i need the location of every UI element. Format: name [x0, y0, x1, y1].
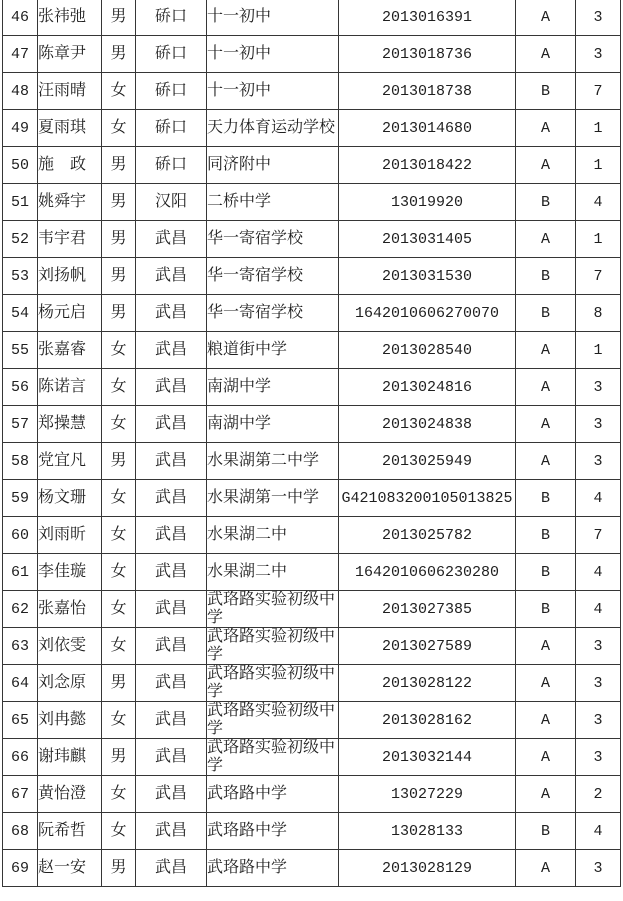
cell-name: 杨文珊	[38, 480, 102, 517]
cell-school: 水果湖第一中学	[207, 480, 339, 517]
cell-gender: 女	[102, 480, 136, 517]
cell-district: 武昌	[136, 258, 207, 295]
table-row	[3, 258, 621, 295]
table-row	[3, 665, 621, 702]
cell-id-number: G421083200105013825	[339, 480, 516, 517]
cell-school: 华一寄宿学校	[207, 221, 339, 258]
cell-count: 3	[576, 850, 621, 887]
table-row	[3, 332, 621, 369]
cell-school: 华一寄宿学校	[207, 295, 339, 332]
cell-gender: 女	[102, 517, 136, 554]
cell-id-number: 2013014680	[339, 110, 516, 147]
table-body	[3, 0, 621, 887]
cell-id-number: 13028133	[339, 813, 516, 850]
cell-name: 刘雨昕	[38, 517, 102, 554]
cell-school: 粮道街中学	[207, 332, 339, 369]
cell-gender: 女	[102, 813, 136, 850]
cell-school: 南湖中学	[207, 369, 339, 406]
cell-name: 刘依雯	[38, 628, 102, 665]
cell-school: 武珞路中学	[207, 776, 339, 813]
cell-school: 水果湖二中	[207, 517, 339, 554]
table-row	[3, 850, 621, 887]
cell-district: 武昌	[136, 369, 207, 406]
table-row	[3, 406, 621, 443]
cell-row-number: 66	[3, 739, 38, 776]
cell-gender: 男	[102, 184, 136, 221]
cell-gender: 女	[102, 776, 136, 813]
cell-row-number: 60	[3, 517, 38, 554]
cell-id-number: 2013028129	[339, 850, 516, 887]
cell-grade: A	[516, 406, 576, 443]
cell-gender: 女	[102, 73, 136, 110]
cell-district: 武昌	[136, 332, 207, 369]
table-row	[3, 480, 621, 517]
table-row	[3, 443, 621, 480]
cell-row-number: 51	[3, 184, 38, 221]
cell-gender: 男	[102, 36, 136, 73]
cell-grade: A	[516, 147, 576, 184]
cell-row-number: 62	[3, 591, 38, 628]
cell-id-number: 2013018422	[339, 147, 516, 184]
cell-count: 7	[576, 258, 621, 295]
cell-gender: 女	[102, 702, 136, 739]
cell-district: 武昌	[136, 702, 207, 739]
cell-id-number: 2013028162	[339, 702, 516, 739]
cell-district: 武昌	[136, 443, 207, 480]
cell-district: 硚口	[136, 110, 207, 147]
table-row	[3, 73, 621, 110]
cell-grade: A	[516, 850, 576, 887]
cell-grade: B	[516, 591, 576, 628]
table-row	[3, 110, 621, 147]
cell-grade: A	[516, 776, 576, 813]
cell-row-number: 48	[3, 73, 38, 110]
cell-gender: 男	[102, 443, 136, 480]
table-row	[3, 369, 621, 406]
roster-page	[2, 0, 622, 887]
cell-name: 刘冉懿	[38, 702, 102, 739]
cell-district: 硚口	[136, 0, 207, 36]
cell-grade: A	[516, 739, 576, 776]
table-row	[3, 0, 621, 36]
cell-school: 十一初中	[207, 36, 339, 73]
cell-name: 韦宇君	[38, 221, 102, 258]
cell-count: 7	[576, 517, 621, 554]
cell-id-number: 1642010606270070	[339, 295, 516, 332]
cell-row-number: 46	[3, 0, 38, 36]
cell-row-number: 63	[3, 628, 38, 665]
cell-row-number: 67	[3, 776, 38, 813]
cell-gender: 男	[102, 665, 136, 702]
cell-name: 张祎弛	[38, 0, 102, 36]
cell-id-number: 2013024816	[339, 369, 516, 406]
cell-row-number: 47	[3, 36, 38, 73]
cell-district: 硚口	[136, 73, 207, 110]
cell-school: 武珞路实验初级中学	[207, 739, 339, 776]
cell-id-number: 2013028540	[339, 332, 516, 369]
cell-grade: A	[516, 110, 576, 147]
cell-count: 4	[576, 813, 621, 850]
cell-id-number: 2013031530	[339, 258, 516, 295]
cell-school: 二桥中学	[207, 184, 339, 221]
cell-gender: 女	[102, 406, 136, 443]
cell-row-number: 61	[3, 554, 38, 591]
cell-row-number: 65	[3, 702, 38, 739]
cell-name: 杨元启	[38, 295, 102, 332]
cell-school: 武珞路中学	[207, 813, 339, 850]
cell-gender: 女	[102, 110, 136, 147]
cell-count: 2	[576, 776, 621, 813]
cell-name: 陈章尹	[38, 36, 102, 73]
cell-school: 水果湖二中	[207, 554, 339, 591]
cell-grade: A	[516, 0, 576, 36]
cell-gender: 女	[102, 628, 136, 665]
cell-row-number: 69	[3, 850, 38, 887]
cell-gender: 男	[102, 258, 136, 295]
cell-grade: B	[516, 517, 576, 554]
cell-count: 4	[576, 591, 621, 628]
cell-count: 1	[576, 332, 621, 369]
cell-id-number: 2013032144	[339, 739, 516, 776]
cell-name: 张嘉怡	[38, 591, 102, 628]
cell-grade: A	[516, 443, 576, 480]
table-row	[3, 147, 621, 184]
cell-grade: A	[516, 36, 576, 73]
cell-count: 4	[576, 554, 621, 591]
cell-id-number: 2013024838	[339, 406, 516, 443]
cell-grade: B	[516, 813, 576, 850]
cell-gender: 男	[102, 295, 136, 332]
cell-district: 武昌	[136, 850, 207, 887]
cell-row-number: 55	[3, 332, 38, 369]
table-row	[3, 813, 621, 850]
cell-row-number: 59	[3, 480, 38, 517]
table-row	[3, 591, 621, 628]
cell-district: 汉阳	[136, 184, 207, 221]
cell-school: 武珞路中学	[207, 850, 339, 887]
cell-id-number: 2013027385	[339, 591, 516, 628]
cell-grade: B	[516, 554, 576, 591]
table-row	[3, 36, 621, 73]
cell-row-number: 64	[3, 665, 38, 702]
cell-district: 武昌	[136, 517, 207, 554]
table-row	[3, 739, 621, 776]
cell-name: 张嘉睿	[38, 332, 102, 369]
cell-id-number: 13027229	[339, 776, 516, 813]
cell-district: 武昌	[136, 739, 207, 776]
cell-id-number: 2013016391	[339, 0, 516, 36]
cell-school: 同济附中	[207, 147, 339, 184]
cell-name: 施 政	[38, 147, 102, 184]
cell-school: 武珞路实验初级中学	[207, 591, 339, 628]
cell-school: 南湖中学	[207, 406, 339, 443]
cell-row-number: 54	[3, 295, 38, 332]
cell-gender: 男	[102, 850, 136, 887]
cell-grade: A	[516, 628, 576, 665]
table-row	[3, 776, 621, 813]
cell-grade: A	[516, 369, 576, 406]
student-roster-table	[2, 0, 621, 887]
cell-gender: 女	[102, 591, 136, 628]
cell-school: 武珞路实验初级中学	[207, 702, 339, 739]
cell-district: 武昌	[136, 813, 207, 850]
cell-row-number: 49	[3, 110, 38, 147]
cell-grade: A	[516, 221, 576, 258]
cell-id-number: 2013025782	[339, 517, 516, 554]
cell-id-number: 13019920	[339, 184, 516, 221]
cell-name: 阮希哲	[38, 813, 102, 850]
table-row	[3, 184, 621, 221]
cell-gender: 女	[102, 332, 136, 369]
cell-row-number: 50	[3, 147, 38, 184]
cell-count: 1	[576, 110, 621, 147]
cell-count: 3	[576, 628, 621, 665]
cell-row-number: 57	[3, 406, 38, 443]
cell-row-number: 68	[3, 813, 38, 850]
cell-district: 武昌	[136, 591, 207, 628]
cell-district: 武昌	[136, 295, 207, 332]
cell-grade: B	[516, 480, 576, 517]
cell-grade: A	[516, 332, 576, 369]
cell-school: 天力体育运动学校	[207, 110, 339, 147]
cell-school: 水果湖第二中学	[207, 443, 339, 480]
cell-count: 3	[576, 0, 621, 36]
cell-school: 武珞路实验初级中学	[207, 628, 339, 665]
cell-count: 3	[576, 36, 621, 73]
cell-count: 1	[576, 147, 621, 184]
cell-grade: B	[516, 73, 576, 110]
cell-name: 黄怡澄	[38, 776, 102, 813]
cell-count: 1	[576, 221, 621, 258]
cell-count: 3	[576, 443, 621, 480]
cell-district: 武昌	[136, 221, 207, 258]
cell-count: 3	[576, 739, 621, 776]
cell-count: 4	[576, 184, 621, 221]
cell-name: 赵一安	[38, 850, 102, 887]
cell-count: 3	[576, 665, 621, 702]
cell-id-number: 2013025949	[339, 443, 516, 480]
cell-id-number: 2013018738	[339, 73, 516, 110]
cell-gender: 男	[102, 221, 136, 258]
cell-school: 十一初中	[207, 0, 339, 36]
cell-id-number: 2013028122	[339, 665, 516, 702]
cell-id-number: 2013031405	[339, 221, 516, 258]
cell-gender: 女	[102, 554, 136, 591]
cell-row-number: 58	[3, 443, 38, 480]
cell-school: 十一初中	[207, 73, 339, 110]
cell-grade: B	[516, 258, 576, 295]
cell-name: 汪雨晴	[38, 73, 102, 110]
table-row	[3, 628, 621, 665]
cell-district: 硚口	[136, 147, 207, 184]
cell-count: 7	[576, 73, 621, 110]
cell-name: 李佳璇	[38, 554, 102, 591]
cell-id-number: 1642010606230280	[339, 554, 516, 591]
cell-gender: 男	[102, 739, 136, 776]
table-row	[3, 221, 621, 258]
cell-name: 夏雨琪	[38, 110, 102, 147]
cell-district: 武昌	[136, 406, 207, 443]
cell-count: 3	[576, 406, 621, 443]
cell-count: 3	[576, 702, 621, 739]
cell-name: 谢玮麒	[38, 739, 102, 776]
cell-district: 武昌	[136, 628, 207, 665]
cell-row-number: 53	[3, 258, 38, 295]
cell-gender: 男	[102, 0, 136, 36]
table-row	[3, 702, 621, 739]
cell-name: 郑操慧	[38, 406, 102, 443]
cell-name: 党宜凡	[38, 443, 102, 480]
cell-gender: 女	[102, 369, 136, 406]
cell-grade: A	[516, 665, 576, 702]
cell-row-number: 56	[3, 369, 38, 406]
table-row	[3, 295, 621, 332]
cell-gender: 男	[102, 147, 136, 184]
cell-grade: B	[516, 295, 576, 332]
cell-grade: B	[516, 184, 576, 221]
cell-district: 武昌	[136, 665, 207, 702]
table-row	[3, 517, 621, 554]
cell-count: 3	[576, 369, 621, 406]
cell-district: 武昌	[136, 480, 207, 517]
cell-count: 8	[576, 295, 621, 332]
cell-row-number: 52	[3, 221, 38, 258]
cell-district: 武昌	[136, 554, 207, 591]
cell-name: 刘念原	[38, 665, 102, 702]
cell-school: 武珞路实验初级中学	[207, 665, 339, 702]
cell-name: 陈诺言	[38, 369, 102, 406]
cell-district: 武昌	[136, 776, 207, 813]
table-row	[3, 554, 621, 591]
cell-count: 4	[576, 480, 621, 517]
cell-name: 刘扬帆	[38, 258, 102, 295]
cell-id-number: 2013018736	[339, 36, 516, 73]
cell-id-number: 2013027589	[339, 628, 516, 665]
cell-school: 华一寄宿学校	[207, 258, 339, 295]
cell-name: 姚舜宇	[38, 184, 102, 221]
cell-grade: A	[516, 702, 576, 739]
cell-district: 硚口	[136, 36, 207, 73]
